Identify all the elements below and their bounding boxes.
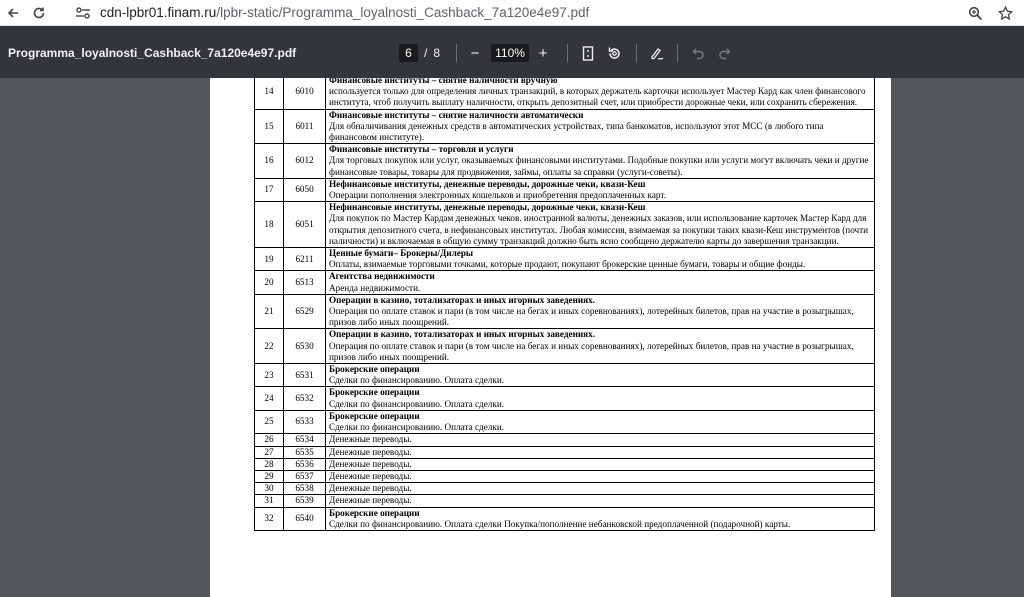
mcc-description: [326, 178, 875, 201]
mcc-category-title: Финансовые институты – снятие наличности вручную: [329, 78, 558, 85]
table-row: [255, 483, 875, 495]
row-number: 24: [255, 387, 284, 410]
page-navigation: [399, 43, 734, 63]
pdf-document-title: Programma_loyalnosti_Cashback_7a120e4e97.pdf: [8, 46, 297, 60]
mcc-code: 6531: [284, 364, 326, 387]
url-path: /lpbr-static/Programma_loyalnosti_Cashback_7a120e4e97.pdf: [216, 5, 590, 20]
pdf-toolbar: [0, 26, 1024, 78]
mcc-category-title: Брокерские операции: [329, 410, 420, 421]
mcc-category-title: Нефинансовые институты, денежные переводы, дорожные чеки, квази-Кеш: [329, 202, 646, 213]
row-number: 18: [255, 202, 284, 248]
mcc-code: 6012: [284, 144, 326, 179]
zoom-magnifier-icon[interactable]: [964, 2, 986, 24]
table-row: [255, 495, 875, 507]
row-number: 21: [255, 294, 284, 329]
row-number: 28: [255, 458, 284, 470]
row-number: 27: [255, 446, 284, 458]
table-row: [255, 271, 875, 294]
mcc-category-text: Денежные переводы.: [329, 458, 412, 469]
row-number: 20: [255, 271, 284, 294]
mcc-category-text: Денежные переводы.: [329, 434, 412, 445]
mcc-description: [326, 78, 875, 109]
table-row: [255, 364, 875, 387]
mcc-description: [326, 387, 875, 410]
pdf-page: [210, 78, 891, 597]
mcc-category-title: Агентства недвижимости: [329, 271, 435, 282]
table-row: [255, 507, 875, 530]
mcc-code: 6535: [284, 446, 326, 458]
total-pages: 8: [433, 46, 441, 60]
mcc-category-text: Денежные переводы.: [329, 470, 412, 481]
row-number: 22: [255, 329, 284, 364]
mcc-category-text: Операция по оплате ставок и пари (в том числе на бегах и иных соревнованиях), лотерейных билетов, прав на участие в розыгрышах, призов либо иных поощрений.: [329, 340, 854, 362]
mcc-code: 6010: [284, 78, 326, 109]
table-row: [255, 144, 875, 179]
row-number: 23: [255, 364, 284, 387]
mcc-category-text: используется только для определения личных транзакций, в которых держатель карточки использует Мастер Кард как член финансового института, чтоб получить выплату наличности, открыть депозитный счет, или приобрести дорожные чеки, или сохранить сбережения.: [329, 86, 866, 108]
bookmark-star-icon[interactable]: [994, 2, 1016, 24]
undo-icon[interactable]: [688, 43, 708, 63]
table-row: [255, 109, 875, 144]
mcc-code: 6530: [284, 329, 326, 364]
mcc-code: 6539: [284, 495, 326, 507]
back-arrow-icon[interactable]: [0, 0, 26, 26]
table-row: [255, 458, 875, 470]
mcc-description: [326, 144, 875, 179]
mcc-description: [326, 410, 875, 433]
mcc-description: [326, 470, 875, 482]
page-number-input[interactable]: 6: [399, 44, 418, 62]
mcc-description: [326, 458, 875, 470]
row-number: 14: [255, 78, 284, 109]
mcc-code: 6211: [284, 248, 326, 271]
reload-icon[interactable]: [26, 0, 52, 26]
page-separator: /: [424, 46, 428, 60]
rotate-icon[interactable]: [604, 43, 624, 63]
row-number: 15: [255, 109, 284, 144]
mcc-code: 6513: [284, 271, 326, 294]
row-number: 16: [255, 144, 284, 179]
mcc-description: [326, 483, 875, 495]
mcc-category-text: Оплаты, взимаемые торговыми точками, которые продают, покупают брокерские ценные бумаги, товары и общие фонды.: [329, 259, 806, 270]
table-row: [255, 202, 875, 248]
mcc-description: [326, 271, 875, 294]
table-row: [255, 434, 875, 446]
table-row: [255, 78, 875, 109]
table-row: [255, 410, 875, 433]
mcc-code: 6533: [284, 410, 326, 433]
mcc-code: 6532: [284, 387, 326, 410]
table-row: [255, 178, 875, 201]
table-row: [255, 470, 875, 482]
zoom-out-button[interactable]: −: [470, 44, 480, 62]
mcc-category-title: Брокерские операции: [329, 387, 420, 398]
redo-icon[interactable]: [714, 43, 734, 63]
mcc-category-text: Денежные переводы.: [329, 483, 412, 494]
row-number: 31: [255, 495, 284, 507]
mcc-table: [254, 78, 875, 531]
mcc-category-text: Для покупок по Мастер Кардам денежных чеков. иностранной валюты, денежных заказов, или использование карточек Мастер Кард для открытия депозитного счета, в нефинансовых институтах. Любая комиссия, взимаемая за покупки таких квази-Кеш инструментов (почти наличности) и включаемая в общую сумму транзакций должно быть ясно сообщено держателю карты до завершения транзакции.: [329, 213, 869, 246]
toolbar-divider: [456, 44, 457, 62]
table-row: [255, 387, 875, 410]
row-number: 29: [255, 470, 284, 482]
mcc-description: [326, 507, 875, 530]
mcc-code: 6536: [284, 458, 326, 470]
mcc-category-title: Финансовые институты – снятие наличности автоматически: [329, 109, 584, 120]
zoom-in-button[interactable]: +: [538, 44, 548, 62]
table-row: [255, 329, 875, 364]
url-field[interactable]: [100, 5, 589, 20]
mcc-category-title: Ценные бумаги– Брокеры/Дилеры: [329, 248, 474, 259]
row-number: 26: [255, 434, 284, 446]
row-number: 17: [255, 178, 284, 201]
mcc-code: 6011: [284, 109, 326, 144]
mcc-category-title: Операции в казино, тотализаторах и иных игорных заведениях.: [329, 294, 596, 305]
mcc-description: [326, 446, 875, 458]
row-number: 25: [255, 410, 284, 433]
mcc-category-text: Для торговых покупок или услуг, оказываемых финансовыми институтами. Подобные покупки или услуги могут включать чеки и другие финансовые товары, товары для продвижения, займы, оплаты за справки (услуги-советы).: [329, 155, 869, 177]
table-row: [255, 294, 875, 329]
zoom-level-input[interactable]: 110%: [491, 44, 529, 62]
toolbar-divider: [636, 44, 637, 62]
mcc-category-text: Денежные переводы.: [329, 446, 412, 457]
mcc-code: 6540: [284, 507, 326, 530]
mcc-category-text: Операция по оплате ставок и пари (в том числе на бегах и иных соревнованиях), лотерейных билетов, прав на участие в розыгрышах, призов либо иных поощрений.: [329, 306, 854, 328]
table-row: [255, 248, 875, 271]
mcc-code: 6537: [284, 470, 326, 482]
mcc-category-text: Аренда недвижимости.: [329, 282, 421, 293]
row-number: 30: [255, 483, 284, 495]
annotate-pen-icon[interactable]: [647, 43, 667, 63]
mcc-code: 6534: [284, 434, 326, 446]
mcc-category-title: Операции в казино, тотализаторах и иных игорных заведениях.: [329, 329, 596, 340]
mcc-category-title: Брокерские операции: [329, 364, 420, 375]
mcc-category-text: Сделки по финансированию. Оплата сделки.: [329, 375, 505, 386]
mcc-category-text: Сделки по финансированию. Оплата сделки Покупка/пополнение небанковской предоплаченной (подарочной) карты.: [329, 518, 791, 529]
mcc-category-title: Нефинансовые институты, денежные переводы, дорожные чеки, квази-Кеш: [329, 178, 646, 189]
mcc-description: [326, 434, 875, 446]
site-settings-icon[interactable]: [72, 2, 94, 24]
mcc-category-text: Сделки по финансированию. Оплата сделки.: [329, 398, 505, 409]
mcc-category-text: Денежные переводы.: [329, 495, 412, 506]
pdf-viewer[interactable]: [0, 78, 1024, 597]
mcc-code: 6050: [284, 178, 326, 201]
mcc-code: 6051: [284, 202, 326, 248]
mcc-description: [326, 248, 875, 271]
mcc-code: 6529: [284, 294, 326, 329]
mcc-code: 6538: [284, 483, 326, 495]
mcc-category-text: Для обналичивания денежных средств в автоматических устройствах, типа банкоматов, используют этот МСС (в любого типа финансовом институте).: [329, 120, 824, 143]
toolbar-divider: [677, 44, 678, 62]
row-number: 19: [255, 248, 284, 271]
mcc-category-title: Брокерские операции: [329, 507, 420, 518]
fit-page-icon[interactable]: [578, 43, 598, 63]
browser-address-bar: [0, 0, 1024, 26]
row-number: 32: [255, 507, 284, 530]
mcc-description: [326, 364, 875, 387]
mcc-description: [326, 109, 875, 144]
url-host: cdn-lpbr01.finam.ru: [100, 5, 217, 20]
mcc-description: [326, 294, 875, 329]
mcc-description: [326, 202, 875, 248]
mcc-category-text: Операции пополнения электронных кошельков и приобретения предоплаченных карт.: [329, 190, 666, 201]
mcc-category-title: Финансовые институты – торговля и услуги: [329, 144, 514, 155]
table-row: [255, 446, 875, 458]
toolbar-divider: [567, 44, 568, 62]
mcc-description: [326, 329, 875, 364]
mcc-category-text: Сделки по финансированию. Оплата сделки.: [329, 422, 505, 433]
mcc-description: [326, 495, 875, 507]
